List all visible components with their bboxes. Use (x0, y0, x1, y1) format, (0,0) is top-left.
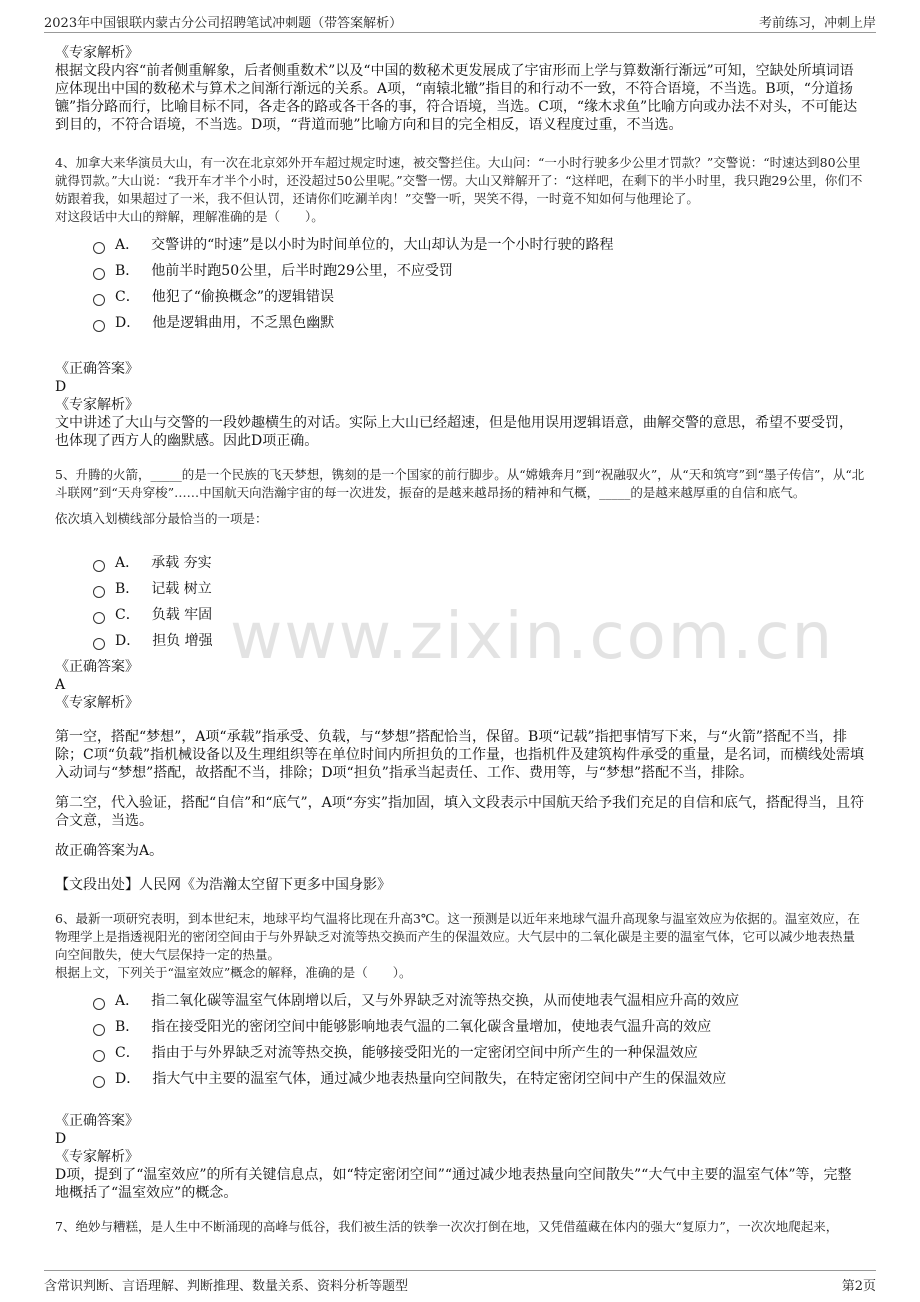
analysis-text: 第一空，搭配“梦想”，A项“承载”指承受、负载，与“梦想”搭配恰当，保留。B项“记载”指把事情写下来，与“火箭”搭配不当，排除；C项“负载”指机械设备以及生理组织等在单位时间内所担负的工作量，也指机件及建筑构件承受的重量，是名词，而横线处需填入动词与“梦想”搭配，故搭配不当，排除；D项“担负”指承当起责任、工作、费用等，与“梦想”搭配不当，排除。 (55, 729, 865, 781)
radio-icon[interactable] (93, 612, 105, 624)
option-label: D． (115, 1071, 141, 1087)
page-number: 第2页 (841, 1279, 876, 1294)
page-content (55, 44, 865, 1236)
radio-icon[interactable] (93, 242, 105, 254)
radio-icon[interactable] (93, 268, 105, 280)
option-text: 他犯了“偷换概念”的逻辑错误 (151, 289, 335, 305)
option-text: 他前半时跑50公里，后半时跑29公里，不应受罚 (151, 263, 453, 279)
answer-value: A (55, 677, 66, 693)
radio-icon[interactable] (93, 1024, 105, 1036)
option-text: 指由于与外界缺乏对流等热交换，能够接受阳光的一定密闭空间中所产生的一种保温效应 (151, 1045, 698, 1061)
analysis-title: 《专家解析》 (55, 397, 139, 413)
analysis-conclusion: 故正确答案为A。 (55, 843, 164, 859)
option-label: C． (115, 289, 140, 305)
radio-icon[interactable] (93, 294, 105, 306)
radio-icon[interactable] (93, 998, 105, 1010)
radio-icon[interactable] (93, 1076, 105, 1088)
header-slogan: 考前练习，冲刺上岸 (758, 16, 876, 31)
question-6-option-c[interactable] (93, 1040, 865, 1066)
source-citation: 【文段出处】人民网《为浩瀚太空留下更多中国身影》 (55, 877, 391, 893)
footer-note: 含常识判断、言语理解、判断推理、数量关系、资料分析等题型 (44, 1279, 409, 1294)
radio-icon[interactable] (93, 586, 105, 598)
option-label: C． (115, 607, 140, 623)
question-4-stem: 4、加拿大来华演员大山，有一次在北京郊外开车超过规定时速，被交警拦住。大山问：“一小时行驶多少公里才罚款？”交警说：“时速达到80公里就得罚款。”大山说：“我开车才半个小时，还没超过50公里呢。”交警一愣。大山又辩解开了：“这样吧，在剩下的半小时里，我只跑29公里，你们不妨跟着我，如果超过了一米，我不但认罚，还请你们吃涮羊肉！”交警一听，哭笑不得，一时竟不知如何与他理论了。 (55, 155, 863, 206)
option-label: B． (115, 581, 140, 597)
option-label: A． (115, 237, 140, 253)
question-5-option-d[interactable] (93, 628, 865, 654)
option-label: D． (115, 633, 141, 649)
analysis-title: 《专家解析》 (55, 1149, 139, 1165)
option-text: 担负 增强 (152, 633, 213, 649)
option-text: 指二氧化碳等温室气体剧增以后，又与外界缺乏对流等热交换，从而使地表气温相应升高的效应 (151, 993, 740, 1009)
page-header (44, 8, 876, 33)
question-5-prompt: 依次填入划横线部分最恰当的一项是： (55, 511, 268, 526)
radio-icon[interactable] (93, 320, 105, 332)
option-text: 承载 夯实 (151, 555, 212, 571)
question-4-option-d[interactable] (93, 310, 865, 336)
analysis-title: 《专家解析》 (55, 45, 139, 61)
question-5-option-a[interactable] (93, 550, 865, 576)
document-title: 2023年中国银联内蒙古分公司招聘笔试冲刺题（带答案解析） (44, 16, 403, 31)
answer-value: D (55, 379, 67, 395)
answer-value: D (55, 1131, 67, 1147)
radio-icon[interactable] (93, 560, 105, 572)
question-6-options (93, 988, 865, 1092)
question-4-prompt: 对这段话中大山的辩解，理解准确的是（ ）。 (55, 209, 324, 224)
question-4-option-a[interactable] (93, 232, 865, 258)
option-label: A． (115, 555, 140, 571)
option-label: B． (115, 1019, 140, 1035)
question-6-option-b[interactable] (93, 1014, 865, 1040)
question-5-options (93, 550, 865, 654)
question-6-stem: 6、最新一项研究表明，到本世纪末，地球平均气温将比现在升高3℃。这一预测是以近年来地球气温升高现象与温室效应为依据的。温室效应，在物理学上是指透视阳光的密闭空间由于与外界缺乏对流等热交换而产生的保温效应。大气层中的二氧化碳是主要的温室气体，它可以减少地表热量向空间散失，使大气层保持一定的热量。 (55, 911, 860, 962)
analysis-text: 根据文段内容“前者侧重解象，后者侧重数术”以及“中国的数秘术更发展成了宇宙形而上学与算数渐行渐远”可知，空缺处所填词语应体现出中国的数秘术与算术之间渐行渐远的关系。A项，“南辕北辙”指目的和行动不一致，不符合语境，不当选。B项，“分道扬镳”指分路而行，比喻目标不同，各走各的路或各干各的事，符合语境，当选。C项，“缘木求鱼”比喻方向或办法不对头，不可能达到目的，不符合语境，不当选。D项，“背道而驰”比喻方向和目的完全相反，语义程度过重，不当选。 (55, 63, 858, 133)
option-text: 他是逻辑曲用，不乏黑色幽默 (152, 315, 335, 331)
question-6-option-a[interactable] (93, 988, 865, 1014)
question-5-stem: 5、升腾的火箭，_____的是一个民族的飞天梦想，镌刻的是一个国家的前行脚步。从“嫦娥奔月”到“祝融驭火”，从“天和筑穹”到“墨子传信”，从“北斗联网”到“天舟穿梭”……中国航天向浩瀚宇宙的每一次进发，振奋的是越来越昂扬的精神和气概，_____的是越来越厚重的自信和底气。 (55, 467, 865, 500)
question-4-option-c[interactable] (93, 284, 865, 310)
question-5-option-c[interactable] (93, 602, 865, 628)
option-label: C． (115, 1045, 140, 1061)
question-7-stem: 7、绝妙与糟糕，是人生中不断涌现的高峰与低谷，我们被生活的铁拳一次次打倒在地，又凭借蕴藏在体内的强大“复原力”，一次次地爬起来， (55, 1219, 839, 1234)
answer-title: 《正确答案》 (55, 1113, 139, 1129)
option-label: B． (115, 263, 140, 279)
analysis-text: 第二空，代入验证，搭配“自信”和“底气”，A项“夯实”指加固，填入文段表示中国航天给予我们充足的自信和底气，搭配得当，且符合文意，当选。 (55, 795, 865, 829)
answer-title: 《正确答案》 (55, 659, 139, 675)
option-text: 记载 树立 (151, 581, 212, 597)
option-label: D． (115, 315, 141, 331)
question-6-option-d[interactable] (93, 1066, 865, 1092)
question-6-prompt: 根据上文，下列关于“温室效应”概念的解释，准确的是（ ）。 (55, 965, 412, 980)
analysis-text: 文中讲述了大山与交警的一段妙趣横生的对话。实际上大山已经超速，但是他用误用逻辑语意，曲解交警的意思，希望不要受罚，也体现了西方人的幽默感。因此D项正确。 (55, 415, 853, 449)
page-footer (44, 1270, 876, 1295)
question-5-option-b[interactable] (93, 576, 865, 602)
option-text: 负载 牢固 (151, 607, 213, 623)
question-4-option-b[interactable] (93, 258, 865, 284)
option-text: 指大气中主要的温室气体，通过减少地表热量向空间散失，在特定密闭空间中产生的保温效应 (152, 1071, 727, 1087)
watermark: www.zixin.com.cn (230, 600, 835, 674)
option-text: 交警讲的“时速”是以小时为时间单位的，大山却认为是一个小时行驶的路程 (151, 237, 614, 253)
analysis-text: D项，提到了“温室效应”的所有关键信息点，如“特定密闭空间”“通过减少地表热量向空间散失”“大气中主要的温室气体”等，完整地概括了“温室效应”的概念。 (55, 1167, 852, 1201)
radio-icon[interactable] (93, 638, 105, 650)
answer-title: 《正确答案》 (55, 361, 139, 377)
analysis-title: 《专家解析》 (55, 695, 139, 711)
option-text: 指在接受阳光的密闭空间中能够影响地表气温的二氧化碳含量增加，使地表气温升高的效应 (151, 1019, 712, 1035)
option-label: A． (115, 993, 140, 1009)
question-4-options (93, 232, 865, 336)
radio-icon[interactable] (93, 1050, 105, 1062)
